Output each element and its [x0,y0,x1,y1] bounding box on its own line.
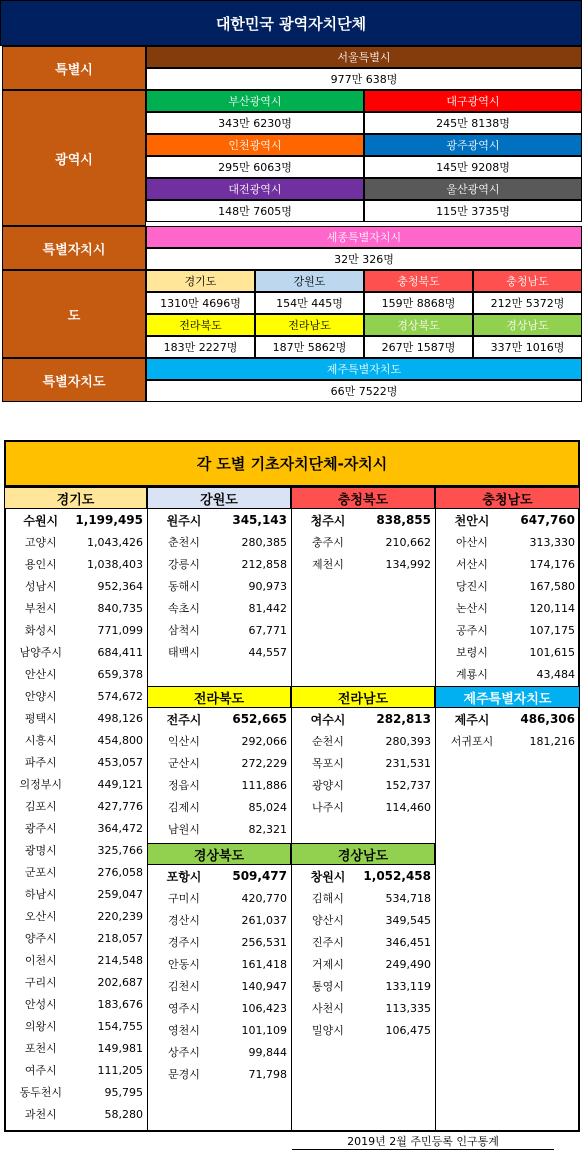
city-population: 345,143 [232,513,287,527]
city-population: 152,737 [385,778,431,792]
city-row [295,509,433,531]
city-population: 101,615 [529,645,575,659]
city-row [8,993,145,1015]
city-row [151,597,289,619]
city-row [8,1037,145,1059]
city-population: 838,855 [376,513,431,527]
city-population: 349,545 [385,913,431,927]
city-population: 106,475 [385,1023,431,1037]
city-name: 상주시 [168,1046,200,1059]
province-name: 경상남도 [473,314,582,336]
city-name: 여주시 [24,1064,57,1077]
city-name: 안성시 [24,998,57,1011]
city-row [439,663,578,685]
city-population: 952,364 [97,579,143,593]
city-row [151,752,289,774]
city-population: 280,393 [385,734,431,748]
city-population: 449,121 [97,777,143,791]
city-name: 수원시 [23,513,59,528]
province-header: 경상북도 [147,843,291,865]
province-population: 154만 445명 [255,292,364,314]
city-name: 정읍시 [168,779,200,792]
city-population: 90,973 [248,579,287,593]
city-row [295,931,433,953]
category-province: 도 [2,270,146,358]
city-name: 익산시 [168,735,200,748]
city-name: 오산시 [24,910,57,923]
city-population: 95,795 [104,1085,143,1099]
metro-population: 295만 6063명 [146,156,364,178]
city-row [295,997,433,1019]
city-name: 밀양시 [312,1024,344,1037]
city-row [151,997,289,1019]
jeju-population: 66만 7522명 [146,380,582,402]
city-row [151,909,289,931]
city-population: 161,418 [241,957,287,971]
city-name: 보령시 [456,646,488,659]
city-population: 231,531 [385,756,431,770]
city-name: 김포시 [24,800,57,813]
city-name: 용인시 [24,558,57,571]
city-name: 김천시 [168,980,200,993]
metro-population: 115만 3735명 [364,200,582,222]
category-special-self-governing-city: 특별자치시 [2,226,146,270]
city-population: 220,239 [97,909,143,923]
city-name: 과천시 [24,1108,57,1121]
city-row [295,953,433,975]
province-name: 충청남도 [473,270,582,292]
city-name: 동두천시 [19,1086,63,1099]
city-population: 498,126 [97,711,143,725]
city-row [8,663,145,685]
city-population: 346,451 [385,935,431,949]
province-header: 제주특별자치도 [435,686,580,708]
footer-note: 2019년 2월 주민등록 인구통계 [292,1132,554,1150]
city-population: 111,205 [97,1063,143,1077]
city-population: 71,798 [248,1067,287,1081]
city-name: 구미시 [168,892,200,905]
city-population: 202,687 [97,975,143,989]
city-row [295,887,433,909]
city-population: 292,066 [241,734,287,748]
city-name: 시흥시 [24,734,57,747]
city-population: 840,735 [97,601,143,615]
province-name: 경상북도 [364,314,473,336]
city-population: 181,216 [529,734,575,748]
city-row [295,796,433,818]
city-name: 원주시 [166,513,202,528]
city-population: 140,947 [241,979,287,993]
province-header: 경기도 [4,487,147,509]
city-row [151,531,289,553]
city-row [8,575,145,597]
city-row [8,707,145,729]
city-name: 안동시 [168,958,200,971]
city-row [8,1103,145,1125]
city-population: 82,321 [248,822,287,836]
city-row [8,773,145,795]
city-population: 101,109 [241,1023,287,1037]
city-population: 486,306 [520,712,575,726]
city-population: 1,038,403 [87,557,143,571]
city-name: 목포시 [312,757,344,770]
city-row [8,1015,145,1037]
city-name: 삼척시 [168,624,200,637]
province-header: 충청북도 [291,487,435,509]
city-name: 하남시 [24,888,57,901]
city-population: 114,460 [385,800,431,814]
city-name: 김해시 [312,892,344,905]
province-header: 전라북도 [147,686,291,708]
city-name: 영주시 [168,1002,200,1015]
city-row [151,575,289,597]
city-population: 81,442 [248,601,287,615]
city-row [151,708,289,730]
metro-population: 343만 6230명 [146,112,364,134]
city-name: 광주시 [24,822,57,835]
province-header: 충청남도 [435,487,580,509]
city-population: 133,119 [385,979,431,993]
city-population: 149,981 [97,1041,143,1055]
metro-name: 대전광역시 [146,178,364,200]
city-name: 경산시 [168,914,200,927]
province-name: 충청북도 [364,270,473,292]
city-name: 구리시 [24,976,57,989]
city-population: 261,037 [241,913,287,927]
city-name: 영천시 [168,1024,200,1037]
city-row [151,931,289,953]
city-row [151,774,289,796]
city-row [295,730,433,752]
city-name: 태백시 [168,646,200,659]
metro-name: 광주광역시 [364,134,582,156]
city-population: 280,385 [241,535,287,549]
city-population: 44,557 [248,645,287,659]
city-row [151,796,289,818]
province-population: 183만 2227명 [146,336,255,358]
city-population: 1,043,426 [87,535,143,549]
city-population: 167,580 [529,579,575,593]
city-row [8,795,145,817]
city-row [8,1081,145,1103]
city-population: 454,800 [97,733,143,747]
city-name: 창원시 [310,869,346,884]
city-name: 경주시 [168,936,200,949]
city-row [8,553,145,575]
city-row [439,597,578,619]
city-population: 134,992 [385,557,431,571]
main-title: 대한민국 광역자치단체 [0,0,582,46]
category-special-province: 특별자치도 [2,358,146,402]
province-population: 267만 1587명 [364,336,473,358]
city-population: 453,057 [97,755,143,769]
category-metro: 광역시 [2,90,146,226]
city-population: 272,229 [241,756,287,770]
city-population: 256,531 [241,935,287,949]
city-population: 427,776 [97,799,143,813]
city-row [151,887,289,909]
city-name: 동해시 [168,580,200,593]
city-row [295,531,433,553]
city-name: 제주시 [454,712,490,727]
city-row [8,839,145,861]
city-population: 652,665 [232,712,287,726]
city-name: 제천시 [312,558,344,571]
city-name: 의왕시 [24,1020,57,1033]
city-row [295,553,433,575]
city-name: 공주시 [456,624,488,637]
city-population: 249,490 [385,957,431,971]
city-name: 포항시 [166,869,202,884]
city-row [8,729,145,751]
city-row [439,531,578,553]
city-row [8,531,145,553]
city-name: 문경시 [168,1068,200,1081]
city-population: 218,057 [97,931,143,945]
city-population: 210,662 [385,535,431,549]
metro-population: 145만 9208명 [364,156,582,178]
city-row [8,685,145,707]
city-name: 화성시 [24,624,57,637]
province-population: 187만 5862명 [255,336,364,358]
city-population: 1,052,458 [363,869,431,883]
city-population: 659,378 [97,667,143,681]
city-row [439,641,578,663]
metro-name: 인천광역시 [146,134,364,156]
city-name: 안산시 [24,668,57,681]
city-name: 양주시 [24,932,57,945]
city-row [8,861,145,883]
city-name: 속초시 [168,602,200,615]
city-population: 113,335 [385,1001,431,1015]
province-population: 159만 8868명 [364,292,473,314]
city-name: 춘천시 [168,536,200,549]
city-name: 광명시 [24,844,57,857]
province-population: 337만 1016명 [473,336,582,358]
city-name: 서산시 [456,558,488,571]
city-row [151,818,289,840]
city-population: 647,760 [520,513,575,527]
province-population: 1310만 4696명 [146,292,255,314]
city-row [8,971,145,993]
city-population: 85,024 [248,800,287,814]
city-population: 1,199,495 [75,513,143,527]
metro-name: 울산광역시 [364,178,582,200]
city-row [8,927,145,949]
city-name: 여수시 [310,712,346,727]
city-name: 진주시 [312,936,344,949]
city-population: 259,047 [97,887,143,901]
province-name: 경기도 [146,270,255,292]
city-name: 강릉시 [168,558,200,571]
city-name: 충주시 [312,536,344,549]
city-name: 평택시 [24,712,57,725]
city-population: 174,176 [529,557,575,571]
city-row [295,1019,433,1041]
city-population: 214,548 [97,953,143,967]
city-row [439,708,578,730]
city-name: 아산시 [456,536,488,549]
seoul-population: 977만 638명 [146,68,582,90]
city-name: 청주시 [310,513,346,528]
province-name: 전라북도 [146,314,255,336]
city-population: 313,330 [529,535,575,549]
city-population: 183,676 [97,997,143,1011]
city-row [8,509,145,531]
city-row [151,1063,289,1085]
city-name: 전주시 [166,712,202,727]
city-row [151,953,289,975]
city-name: 성남시 [24,580,57,593]
city-table-title: 각 도별 기초자치단체-자치시 [4,440,580,487]
metro-name: 대구광역시 [364,90,582,112]
province-header: 강원도 [147,487,291,509]
city-population: 107,175 [529,623,575,637]
city-population: 99,844 [248,1045,287,1059]
city-population: 282,813 [376,712,431,726]
city-row [8,883,145,905]
city-name: 천안시 [454,513,490,528]
city-population: 509,477 [232,869,287,883]
city-population: 120,114 [529,601,575,615]
city-row [151,1019,289,1041]
province-name: 전라남도 [255,314,364,336]
metro-population: 245만 8138명 [364,112,582,134]
sejong-population: 32만 326명 [146,248,582,270]
city-name: 계룡시 [456,668,488,681]
city-name: 광양시 [312,779,344,792]
city-row [151,619,289,641]
city-name: 당진시 [456,580,488,593]
city-name: 안양시 [24,690,57,703]
city-row [151,1041,289,1063]
city-row [295,909,433,931]
city-name: 논산시 [456,602,488,615]
city-name: 파주시 [24,756,57,769]
city-population: 684,411 [97,645,143,659]
city-row [439,619,578,641]
sejong-name: 세종특별자치시 [146,226,582,248]
city-population: 771,099 [97,623,143,637]
city-population: 212,858 [241,557,287,571]
city-name: 부천시 [24,602,57,615]
city-row [295,865,433,887]
city-row [151,641,289,663]
city-row [8,751,145,773]
city-population: 534,718 [385,891,431,905]
city-population: 111,886 [241,778,287,792]
city-row [151,975,289,997]
city-name: 고양시 [24,536,57,549]
city-row [151,730,289,752]
city-row [8,817,145,839]
city-name: 군포시 [24,866,57,879]
metro-name: 부산광역시 [146,90,364,112]
city-name: 남양주시 [19,646,63,659]
city-row [295,975,433,997]
city-name: 김제시 [168,801,200,814]
jeju-name: 제주특별자치도 [146,358,582,380]
category-special-city: 특별시 [2,46,146,90]
city-name: 의정부시 [19,778,63,791]
city-population: 364,472 [97,821,143,835]
city-name: 통영시 [312,980,344,993]
city-name: 나주시 [312,801,344,814]
city-population: 574,672 [97,689,143,703]
city-population: 276,058 [97,865,143,879]
city-row [439,553,578,575]
metro-population: 148만 7605명 [146,200,364,222]
city-row [439,575,578,597]
city-name: 순천시 [312,735,344,748]
city-row [8,619,145,641]
city-population: 67,771 [248,623,287,637]
city-population: 154,755 [97,1019,143,1033]
city-row [151,553,289,575]
city-population: 325,766 [97,843,143,857]
city-population: 106,423 [241,1001,287,1015]
city-name: 사천시 [312,1002,344,1015]
city-name: 남원시 [168,823,200,836]
province-population: 212만 5372명 [473,292,582,314]
city-name: 포천시 [24,1042,57,1055]
city-row [295,752,433,774]
city-name: 이천시 [24,954,57,967]
province-name: 강원도 [255,270,364,292]
city-row [295,774,433,796]
seoul-name: 서울특별시 [146,46,582,68]
city-population: 420,770 [241,891,287,905]
city-row [439,730,578,752]
city-row [151,865,289,887]
city-row [8,905,145,927]
city-row [439,509,578,531]
city-name: 군산시 [168,757,200,770]
city-row [295,708,433,730]
city-row [8,1059,145,1081]
city-name: 서귀포시 [450,735,494,748]
city-name: 거제시 [312,958,344,971]
province-header: 경상남도 [291,843,435,865]
province-header: 전라남도 [291,686,435,708]
city-name: 양산시 [312,914,344,927]
city-row [8,597,145,619]
city-row [8,641,145,663]
city-row [151,509,289,531]
city-row [8,949,145,971]
city-population: 43,484 [536,667,575,681]
city-population: 58,280 [104,1107,143,1121]
